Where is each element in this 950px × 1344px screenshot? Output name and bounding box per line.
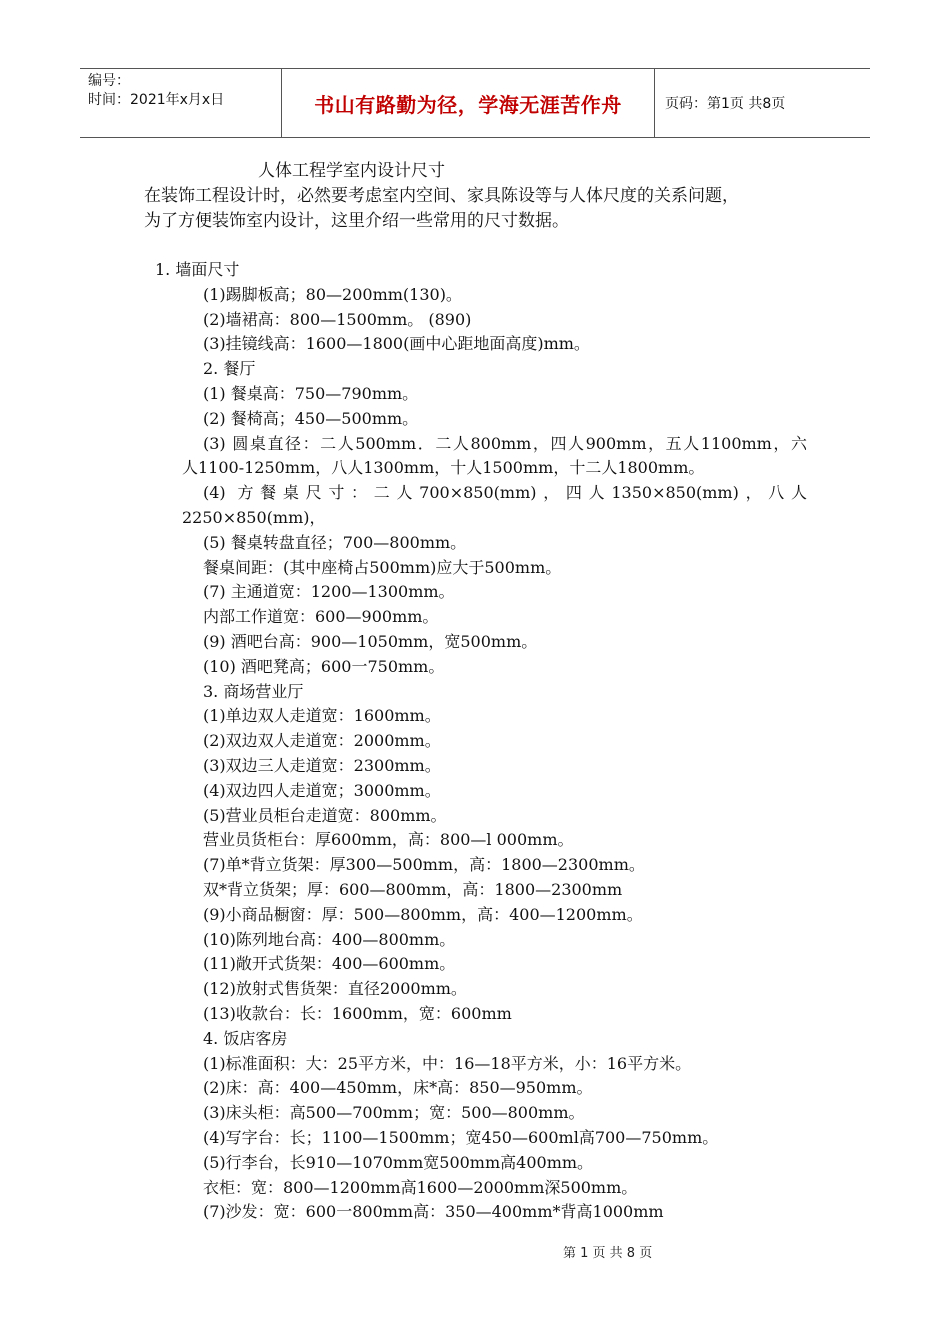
content-line: (4) 方餐桌尺寸：二人700×850(mm)，四人1350×850(mm)，八人 [203, 483, 807, 503]
content-line: (11)敞开式货架：400—600mm。 [203, 954, 456, 974]
content-line: 3. 商场营业厅 [203, 681, 304, 701]
page-footer: 第 1 页 共 8 页 [563, 1246, 653, 1261]
content-line: (7) 主通道宽：1200—1300mm。 [203, 582, 455, 602]
header-page-info: 页码：第1页 共8页 [665, 96, 786, 112]
content-line: 2. 餐厅 [203, 359, 256, 379]
content-line: (7)单*背立货架：厚300—500mm，高：1800—2300mm。 [203, 855, 645, 875]
content-line: 餐桌间距：(其中座椅占500mm)应大于500mm。 [203, 557, 562, 577]
content-line: (2)床：高：400—450mm，床*高：850—950mm。 [203, 1078, 593, 1098]
page-header [80, 68, 870, 138]
content-line: 2250×850(mm)， [182, 508, 326, 527]
content-line: (12)放射式售货架：直径2000mm。 [203, 979, 467, 999]
content-line: 4. 饭店客房 [203, 1028, 288, 1048]
content-line: 人1100-1250mm，八人1300mm，十人1500mm，十二人1800mm。 [182, 458, 705, 478]
header-motto: 书山有路勤为径，学海无涯苦作舟 [282, 69, 655, 137]
content-line: (3)床头柜：高500—700mm；宽：500—800mm。 [203, 1103, 585, 1123]
intro-paragraph [144, 184, 844, 234]
document-number-label: 编号： [88, 73, 130, 89]
content-line: (2) 餐椅高；450—500mm。 [203, 408, 419, 428]
content-line: (1)单边双人走道宽：1600mm。 [203, 706, 441, 726]
content-line: (2)墙裙高：800—1500mm。 (890) [203, 309, 472, 329]
content-line: (5)营业员柜台走道宽：800mm。 [203, 805, 447, 825]
content-line: (4)双边四人走道宽；3000mm。 [203, 780, 441, 800]
content-line: (1)踢脚板高；80—200mm(130)。 [203, 284, 462, 304]
intro-line: 为了方便装饰室内设计，这里介绍一些常用的尺寸数据。 [144, 211, 569, 231]
content-line: (5) 餐桌转盘直径；700—800mm。 [203, 532, 467, 552]
content-line: (7)沙发：宽：600一800mm高：350—400mm*背高1000mm [203, 1202, 664, 1222]
content-line: (3)挂镜线高：1600—1800(画中心距地面高度)mm。 [203, 334, 590, 354]
content-line: 双*背立货架；厚：600—800mm，高：1800—2300mm [203, 880, 623, 899]
content-line: 内部工作道宽：600—900mm。 [203, 607, 439, 627]
document-title: 人体工程学室内设计尺寸 [258, 161, 445, 181]
content-line: 1. 墙面尺寸 [155, 260, 240, 279]
content-line: (3)双边三人走道宽：2300mm。 [203, 756, 441, 775]
content-line: (13)收款台：长：1600mm，宽：600mm [203, 1004, 512, 1023]
document-time-label: 时间：2021年x月x日 [88, 92, 225, 108]
content-line: (1)标准面积：大：25平方米，中：16—18平方米，小：16平方米。 [203, 1053, 692, 1073]
content-line: (9)小商品橱窗：厚：500—800mm，高：400—1200mm。 [203, 904, 643, 924]
content-line: (4)写字台：长；1100—1500mm；宽450—600ml高700—750mm。 [203, 1128, 719, 1147]
header-meta [80, 69, 282, 137]
content-line: (10)陈列地台高：400—800mm。 [203, 929, 456, 949]
content-line: 衣柜：宽：800—1200mm高1600—2000mm深500mm。 [203, 1177, 638, 1197]
content-line: (1) 餐桌高：750—790mm。 [203, 384, 419, 403]
intro-line: 在装饰工程设计时，必然要考虑室内空间、家具陈设等与人体尺度的关系问题， [144, 186, 739, 206]
content-line: (5)行李台，长910—1070mm宽500mm高400mm。 [203, 1152, 594, 1172]
content-line: (3) 圆桌直径：二人500mm．二人800mm，四人900mm，五人1100mm，六 [203, 433, 807, 453]
content-line: 营业员货柜台：厚600mm，高：800—l 000mm。 [203, 830, 574, 850]
content-line: (2)双边双人走道宽：2000mm。 [203, 731, 441, 751]
content-line: (9) 酒吧台高：900—1050mm，宽500mm。 [203, 632, 538, 651]
content-line: (10) 酒吧凳高；600一750mm。 [203, 656, 445, 676]
